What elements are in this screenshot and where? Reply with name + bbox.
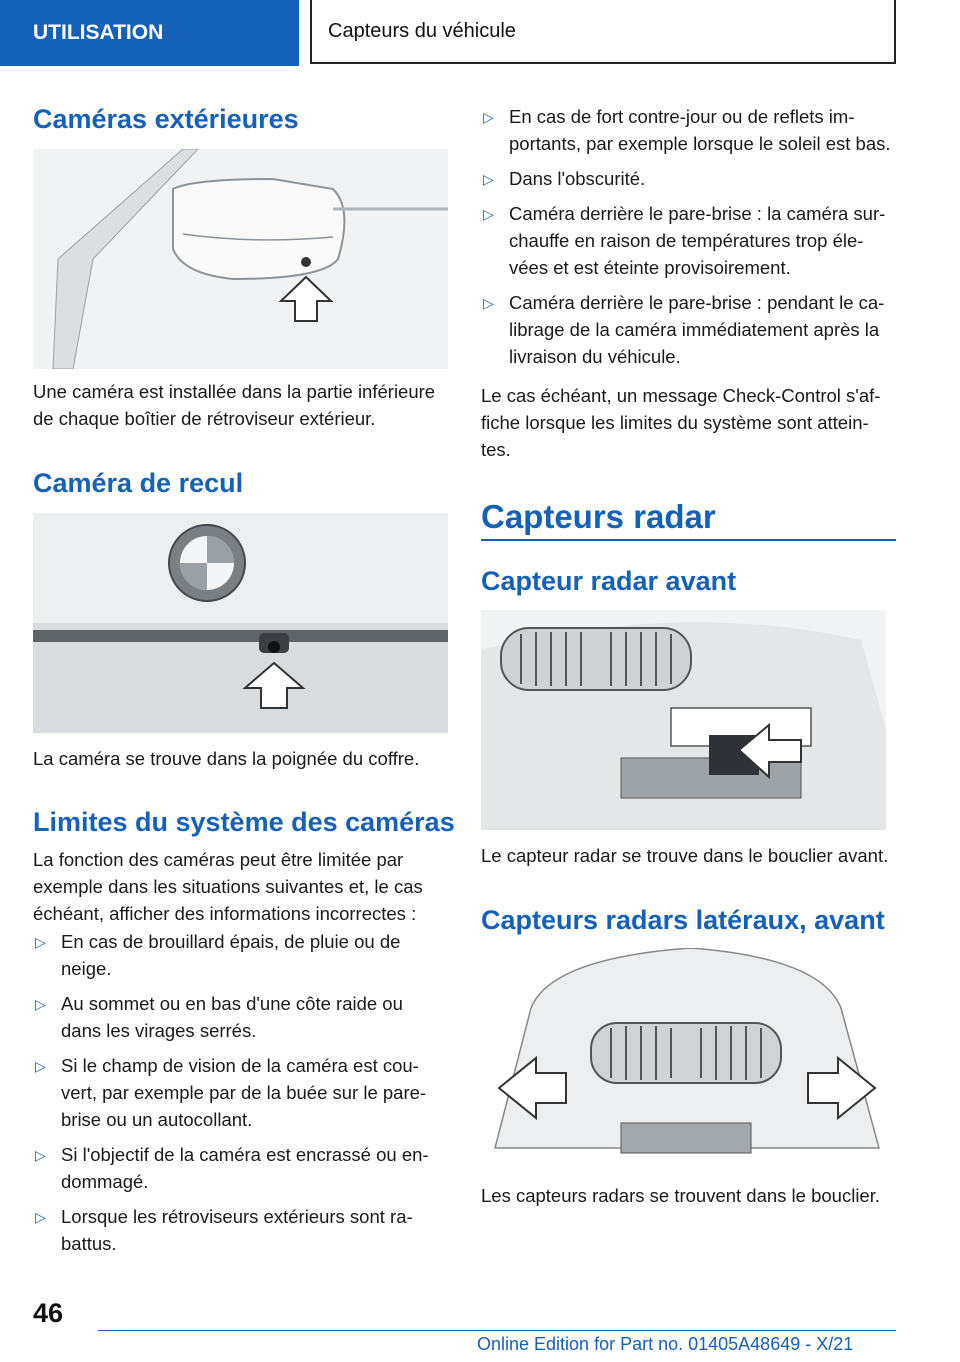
- list-item: ▷ En cas de brouillard épais, de pluie ou de neige.: [35, 931, 401, 979]
- list-item: ▷ Dans l'obscurité.: [481, 165, 896, 192]
- edition-footer: Online Edition for Part no. 01405A48649 - X/21: [477, 1334, 854, 1354]
- heading-front-radar: Capteur radar avant: [481, 566, 737, 596]
- chapter-title: Capteurs du véhicule: [328, 19, 516, 42]
- list-item: ▷ Caméra derrière le pare-brise : pendant le ca-librage de la caméra immédiatement après la livraison du véhicule.: [483, 292, 885, 367]
- front-radar-illustration: [481, 610, 886, 830]
- triangle-right-outline-icon: ▷: [35, 996, 46, 1012]
- triangle-right-outline-icon: ▷: [35, 1209, 46, 1225]
- heading-camera-limits: Limites du système des caméras: [33, 807, 455, 837]
- triangle-right-outline-icon: ▷: [35, 1058, 46, 1074]
- heading-radar-sensors: Capteurs radar: [481, 498, 716, 535]
- page-number: 46: [33, 1298, 64, 1328]
- camera-limits-list-continued: [481, 103, 896, 378]
- triangle-right-outline-icon: ▷: [483, 109, 494, 125]
- camera-limits-list: [33, 928, 448, 1265]
- list-item: ▷ Au sommet ou en bas d'une côte raide ou dans les virages serrés.: [35, 993, 403, 1041]
- list-item: ▷ Si l'objectif de la caméra est encrassé ou en-dommagé.: [35, 1144, 429, 1192]
- front-radar-text: Le capteur radar se trouve dans le bouclier avant.: [481, 845, 889, 866]
- mirror-camera-illustration: [33, 149, 448, 369]
- side-radar-text: Les capteurs radars se trouvent dans le bouclier.: [481, 1185, 881, 1206]
- triangle-right-outline-icon: ▷: [35, 1147, 46, 1163]
- rear-camera-text: La caméra se trouve dans la poignée du coffre.: [33, 748, 420, 769]
- check-control-text: Le cas échéant, un message Check-Control s'af-fiche lorsque les limites du système sont attein-tes.: [481, 385, 881, 460]
- rear-camera-illustration: [33, 513, 448, 733]
- list-item: ▷ Lorsque les rétroviseurs extérieurs sont ra-battus.: [35, 1206, 413, 1254]
- list-item: ▷ En cas de fort contre-jour ou de reflets im-portants, par exemple lorsque le soleil est bas.: [483, 106, 891, 154]
- heading-side-radar: Capteurs radars latéraux, avant: [481, 905, 885, 935]
- list-item: ▷ Caméra derrière le pare-brise : la caméra sur-chauffe en raison de températures trop éle-vées et est éteinte provisoirement.: [483, 203, 886, 278]
- triangle-right-outline-icon: ▷: [483, 171, 494, 187]
- triangle-right-outline-icon: ▷: [35, 934, 46, 950]
- side-radar-illustration: [491, 948, 883, 1170]
- chapter-header: [310, 0, 896, 64]
- triangle-right-outline-icon: ▷: [483, 206, 494, 222]
- heading-exterior-cameras: Caméras extérieures: [33, 104, 299, 134]
- camera-limits-intro: La fonction des caméras peut être limitée par exemple dans les situations suivantes et, le cas échéant, afficher des informations incorrectes :: [33, 849, 423, 924]
- list-item: ▷ Si le champ de vision de la caméra est cou-vert, par exemple par de la buée sur le pare-brise ou un autocollant.: [35, 1055, 427, 1130]
- triangle-right-outline-icon: ▷: [483, 295, 494, 311]
- heading-rear-camera: Caméra de recul: [33, 468, 244, 498]
- section-tab: [0, 0, 299, 66]
- exterior-cameras-text: Une caméra est installée dans la partie inférieure de chaque boîtier de rétroviseur extérieur.: [33, 381, 436, 429]
- heading-underline: [481, 539, 896, 541]
- footer-rule: [98, 1330, 896, 1331]
- section-title: UTILISATION: [33, 21, 164, 44]
